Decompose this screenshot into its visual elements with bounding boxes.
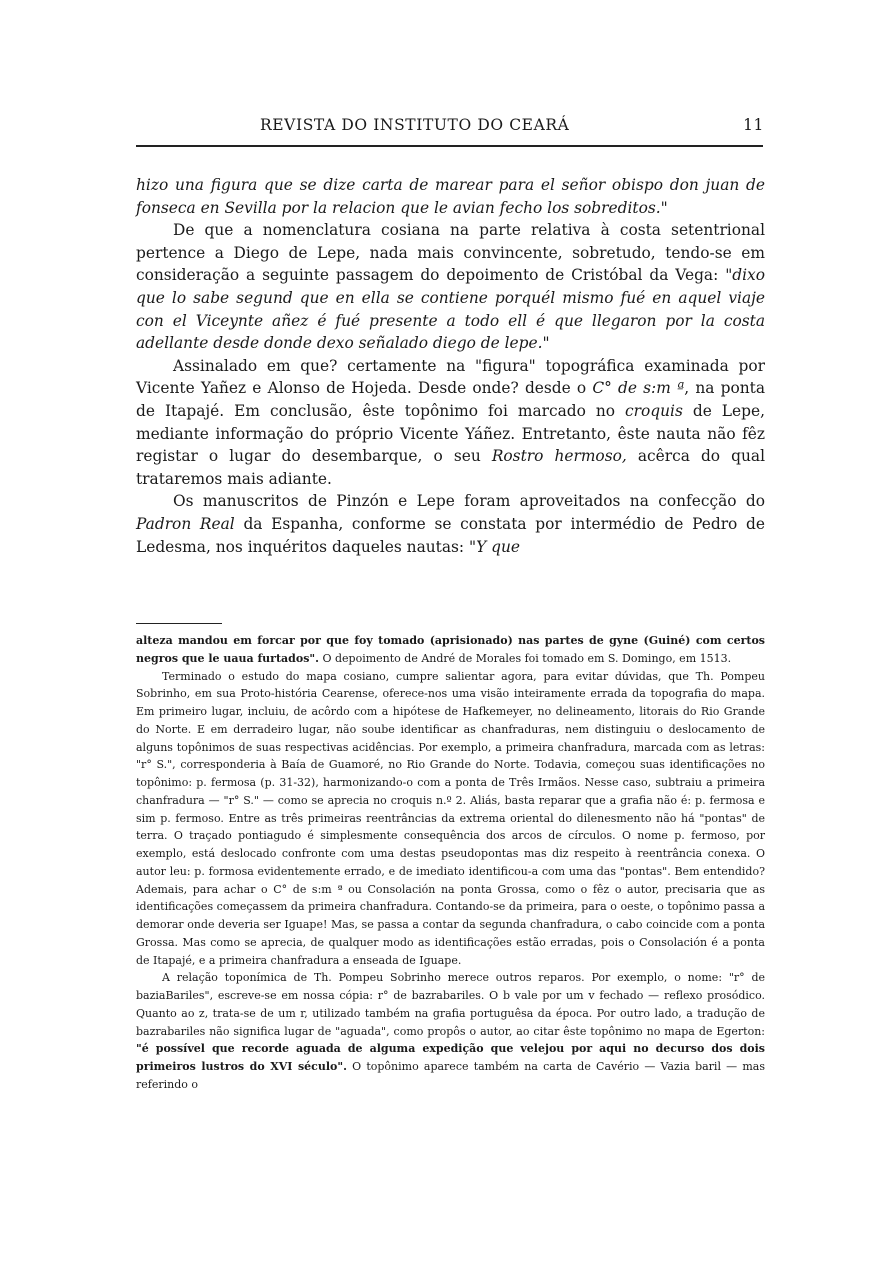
- text-run: O topônimo aparece também na carta de Cavério — Vazia baril — mas referindo o: [136, 1060, 766, 1091]
- paragraph-assinalado: [136, 355, 765, 491]
- italic-term: "Y que: [469, 537, 521, 556]
- text-run: De que a nomenclatura cosiana na parte relativa à costa setentrional pertence a Diego de Lepe, nada mais convincente, sobretudo, tendo-se em consideração a seguinte passagem do depoimento de Cristóbal da Vega:: [136, 221, 765, 285]
- footnote-continuation: [136, 632, 765, 668]
- bold-run: alteza mandou em forcar por que foy tomado (aprisionado) nas partes de gyne (Guiné) com certos negros que le uaua furtados".: [136, 634, 765, 665]
- bold-run: "é possível que recorde aguada de alguma expedição que velejou por aqui no decurso dos dois primeiros lustros do XVI século".: [136, 1042, 765, 1073]
- text-run: Assinalado em que? certamente na "figura" topográfica examinada por Vicente Yañez e Alonso de Hojeda. Desde onde? desde o: [136, 356, 765, 398]
- text-run: de Lepe, mediante informação do próprio Vicente Yáñez. Entretanto, êste nauta não fêz registar o lugar do desembarque, o seu: [136, 401, 765, 466]
- italic-term: croquis: [625, 401, 683, 420]
- journal-title: REVISTA DO INSTITUTO DO CEARÁ: [260, 116, 570, 134]
- italic-term: C° de s:m ª: [592, 379, 685, 398]
- footnotes: [136, 632, 765, 1094]
- footnote-rule: [136, 623, 222, 624]
- text-run: O depoimento de André de Morales foi tomado em S. Domingo, em 1513.: [318, 651, 732, 665]
- footnote-relacao-toponimica: [136, 969, 765, 1093]
- spanish-quote: "dixo que lo sabe segund que en ella se contiene porquél mismo fué en aquel viaje con el Viceynte añez é fué presente a todo ell é que llegaron por la costa adellante desde donde dexo señalado diego de lepe.": [136, 266, 765, 353]
- text-run: Os manuscritos de Pinzón e Lepe foram aproveitados na confecção do: [173, 492, 765, 511]
- footnote-mapa-cosiano: Terminado o estudo do mapa cosiano, cumpre salientar agora, para evitar dúvidas, que Th. Pompeu Sobrinho, em sua Proto-história Cearense, oferece-nos uma visão inteiramente errada da topografia do mapa. Em primeiro lugar, incluiu, de acôrdo com a hipótese de Hafkemeyer, no delineamento, litorais do Rio Grande do Norte. E em derradeiro lugar, não soube identificar as chanfraduras, nem distinguiu o deslocamento de alguns topônimos de suas respectivas acidências. Por exemplo, a primeira chanfradura, marcada com as letras: "r° S.", corresponderia à Baía de Guamoré, no Rio Grande do Norte. Todavia, começou suas identificações no topônimo: p. fermosa (p. 31-32), harmonizando-o com a ponta de Três Irmãos. Nesse caso, subtraiu a primeira chanfradura — "r° S." — como se aprecia no croquis n.º 2. Aliás, basta reparar que a grafia não é: p. fermosa e sim p. fermoso. Entre as três primeiras reentrâncias da extrema oriental do dilenesmento não há "pontas" de terra. O traçado pontiagudo é simplesmente consequência dos arcos de círculos. O nome p. fermoso, por exemplo, está deslocado confronte com uma destas pseudopontas mas diz respeito à reentrância conexa. O autor leu: p. formosa evidentemente errado, e de imediato identificou-a com uma das "pontas". Bem entendido? Ademais, para achar o C° de s:m ª ou Consolación na ponta Grossa, como o fêz o autor, precisaria que as identificações começassem da primeira chanfradura. Contando-se da primeira, para o oeste, o topônimo passa a demorar onde deveria ser Iguape! Mas, se passa a contar da segunda chanfradura, o cabo coincide com a ponta Grossa. Mas como se aprecia, de qualquer modo as identificações estão erradas, pois o Consolación é a ponta de Itapajé, e a primeira chanfradura a enseada de Iguape.: [136, 669, 765, 967]
- text-run: A relação toponímica de Th. Pompeu Sobrinho merece outros reparos. Por exemplo, o nome: "r° de baziaBariles", escreve-se em nossa cópia: r° de bazrabariles. O b vale por um v fechado — reflexo prosódico. Quanto ao z, trata-se de um r, utilizado também na grafia portuguêsa da época. Por outro lado, a tradução de bazrabariles não significa lugar de "aguada", como propôs o autor, ao citar êste topônimo no mapa de Egerton:: [136, 971, 765, 1038]
- page-number: 11: [743, 116, 764, 134]
- italic-term: Rostro hermoso,: [491, 447, 627, 466]
- running-head: [136, 116, 764, 138]
- italic-term: Padron Real: [136, 514, 235, 533]
- main-text: [136, 174, 765, 558]
- text-run: , na ponta de Itapajé. Em conclusão, êste topônimo foi marcado no: [136, 379, 766, 420]
- paragraph-manuscritos: [136, 490, 765, 558]
- header-rule: [136, 145, 763, 147]
- spanish-quote: hizo una figura que se dize carta de marear para el señor obispo don juan de fonseca en Sevilla por la relacion que le avian fecho los sobreditos.": [136, 176, 765, 217]
- paragraph-lepe: [136, 219, 765, 355]
- text-run: acêrca do qual trataremos mais adiante.: [136, 447, 765, 488]
- text-run: da Espanha, conforme se constata por intermédio de Pedro de Ledesma, nos inquéritos daqueles nautas:: [136, 514, 765, 556]
- paragraph-quote-continuation: [136, 174, 765, 219]
